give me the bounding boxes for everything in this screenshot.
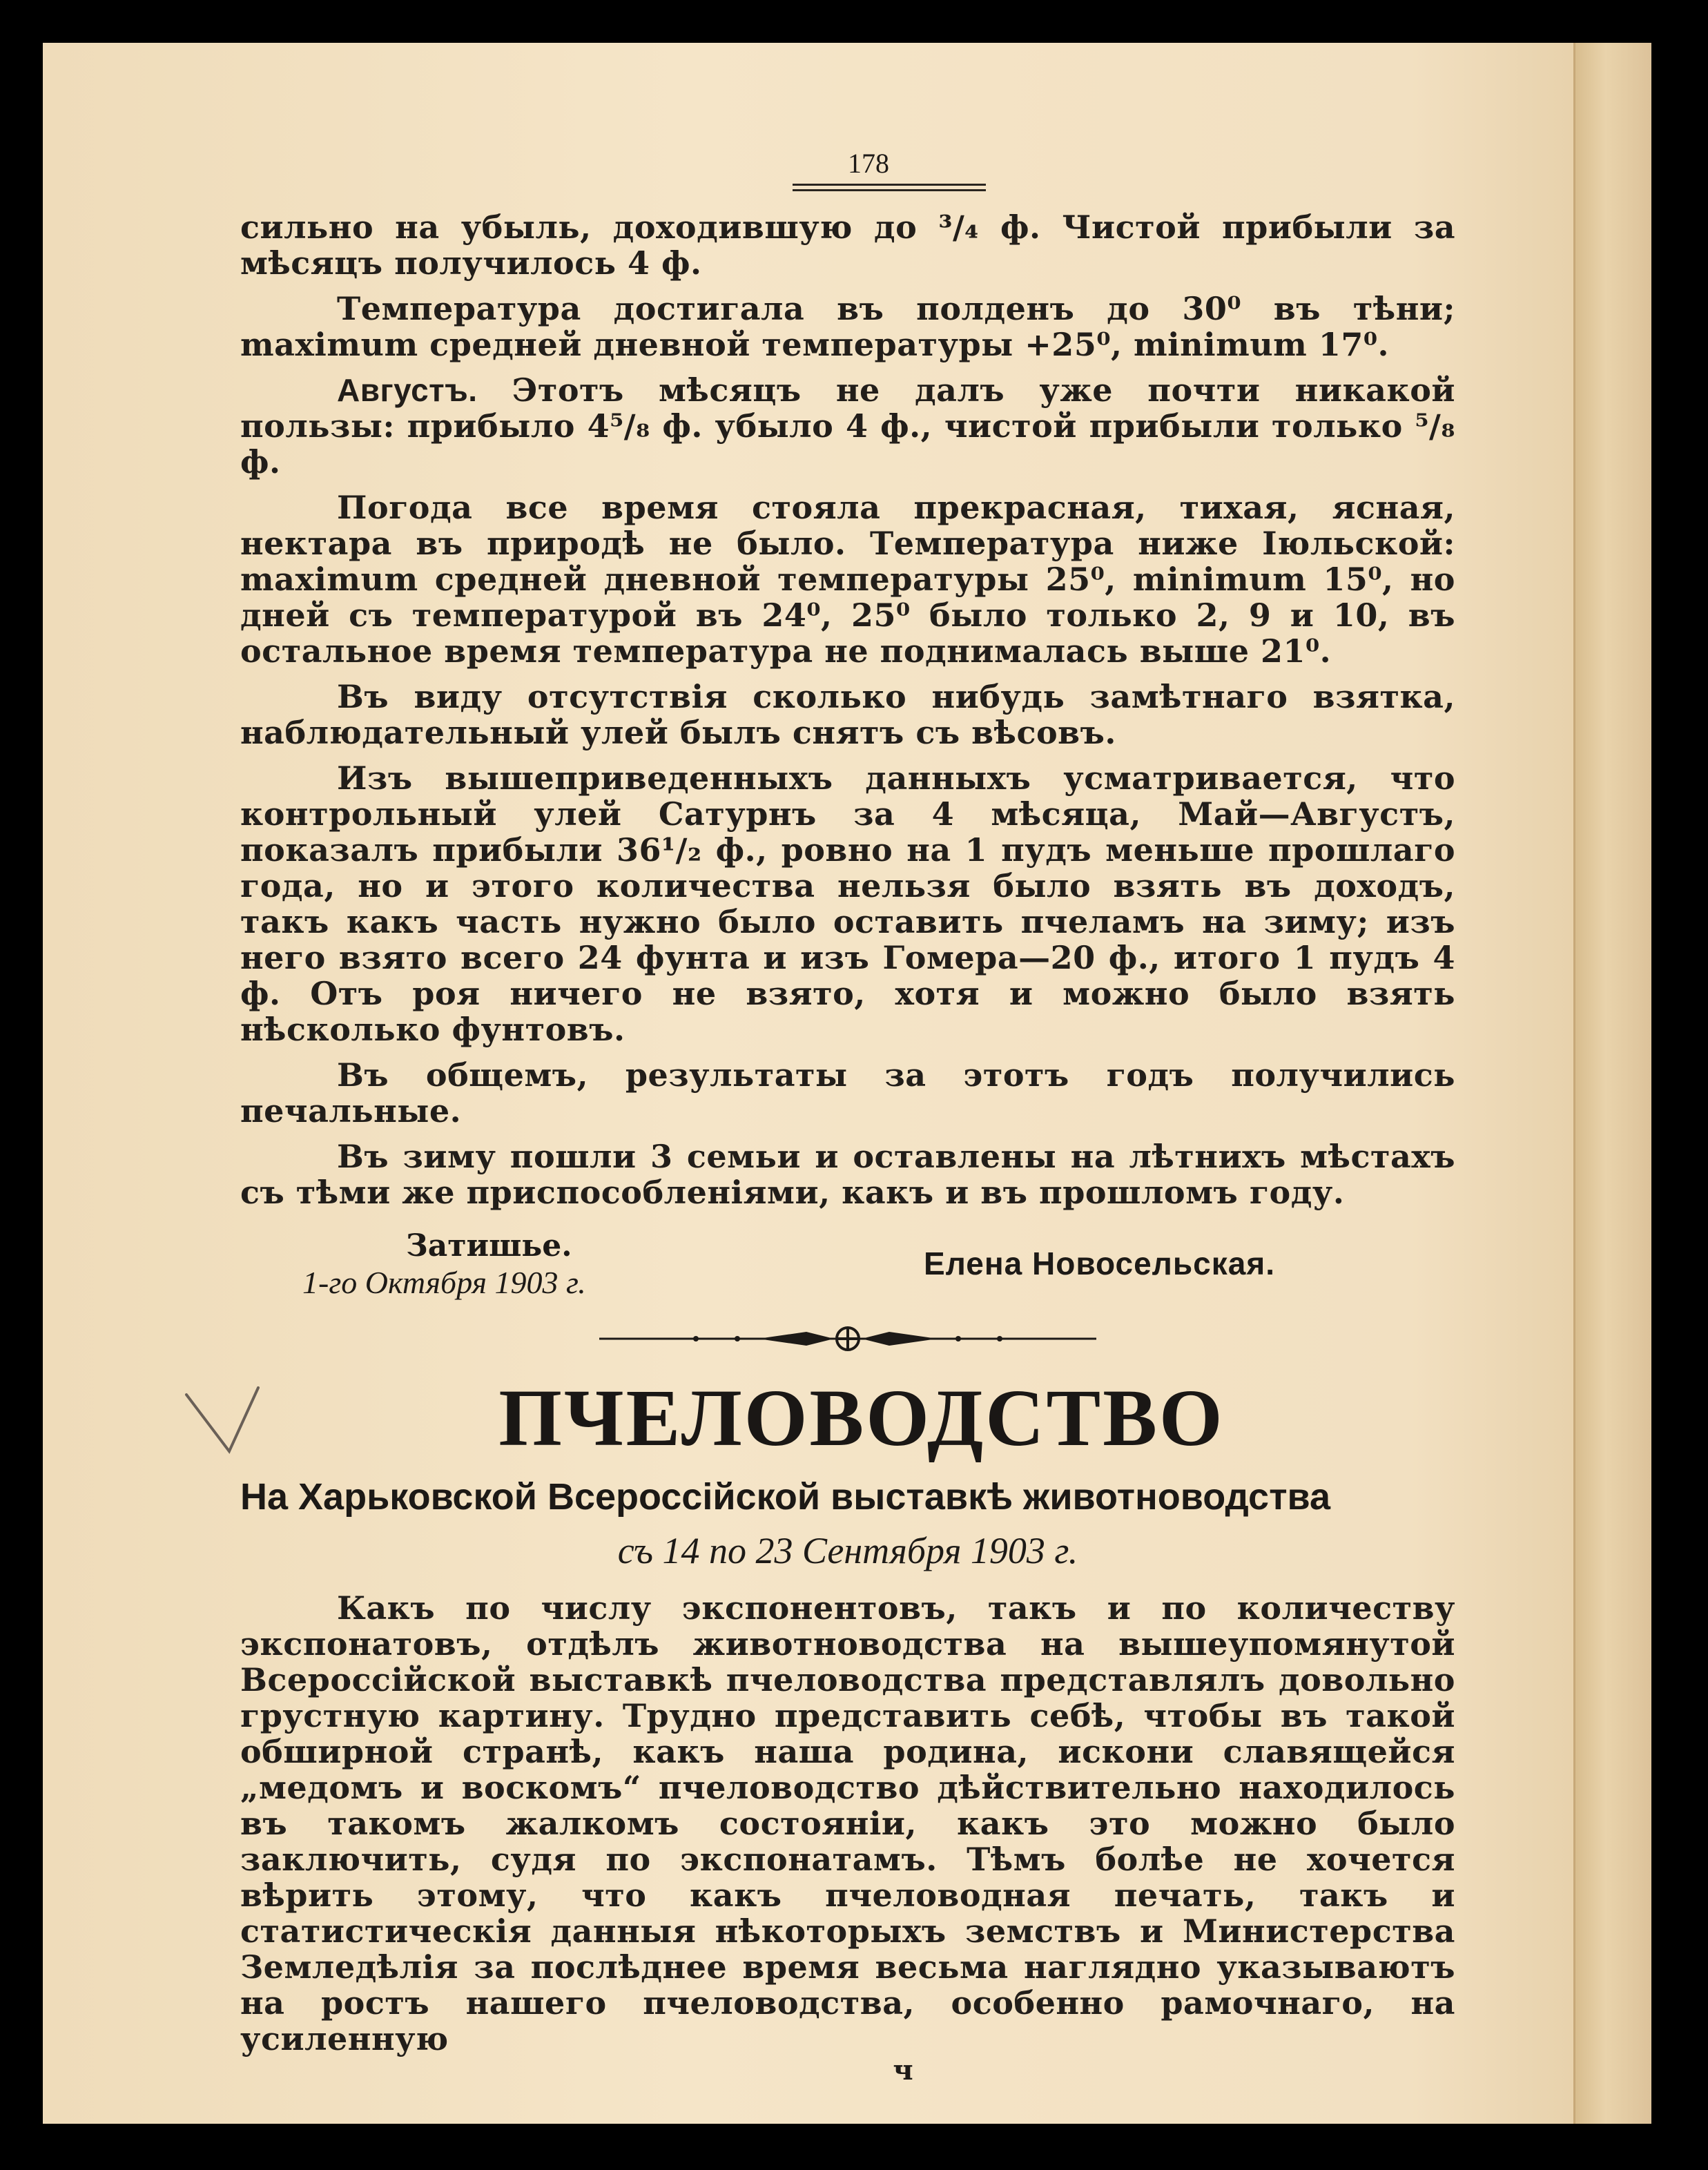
facing-page-edge	[1573, 43, 1651, 2124]
page-header	[282, 146, 1455, 191]
signature-author: Елена Новосельская.	[924, 1246, 1275, 1281]
paragraph: Погода все время стояла прекрасная, тихая, ясная, нектара въ природѣ не было. Температура ниже Іюльской: maximum средней дневной температуры 25⁰, minimum 15⁰, но дней съ температурой въ 24⁰, 25⁰ было только 2, 9 и 10, въ остальное время температура не поднималась выше 21⁰.	[240, 489, 1455, 670]
paragraph: Температура достигала въ полденъ до 30⁰ въ тѣни; maximum средней дневной температуры +25⁰, minimum 17⁰.	[240, 290, 1455, 363]
section-dates: съ 14 по 23 Сентября 1903 г.	[617, 1530, 1078, 1571]
paragraph: сильно на убыль, доходившую до ³/₄ ф. Чистой прибыли за мѣсяцъ получилось 4 ф.	[240, 209, 1455, 282]
paragraph: Въ зиму пошли 3 семьи и оставлены на лѣтнихъ мѣстахъ съ тѣми же приспособленіями, какъ и въ прошломъ году.	[240, 1138, 1455, 1211]
paragraph	[240, 372, 1455, 480]
month-heading: Августъ.	[337, 372, 478, 408]
paragraph: Изъ вышеприведенныхъ данныхъ усматривается, что контрольный улей Сатурнъ за 4 мѣсяца, Май—Августъ, показалъ прибыли 36¹/₂ ф., ровно на 1 пудъ меньше прошлаго года, но и этого количества нельзя было взять въ доходъ, такъ какъ часть нужно было оставить пчеламъ на зиму; изъ него взято всего 24 фунта и изъ Гомера—20 ф., итого 1 пудъ 4 ф. Отъ роя ничего не взято, хотя и можно было взять нѣсколько фунтовъ.	[240, 759, 1455, 1048]
paragraph: Въ виду отсутствія сколько нибудь замѣтнаго взятка, наблюдательный улей былъ снятъ съ вѣсовъ.	[240, 678, 1455, 751]
section-title: ПЧЕЛОВОДСТВО	[498, 1373, 1225, 1463]
page-content	[240, 146, 1455, 2084]
header-double-rule	[793, 184, 986, 191]
paragraph-text: Этотъ мѣсяцъ не далъ уже почти никакой пользы: прибыло 4⁵/₈ ф. убыло 4 ф., чистой прибыли только ⁵/₈ ф.	[240, 371, 1455, 481]
signature-place: Затишье.	[406, 1228, 572, 1263]
ornament-icon	[599, 1325, 1096, 1353]
signature-block	[240, 1228, 1455, 1311]
section-divider-ornament	[240, 1325, 1455, 1355]
section-subtitle: На Харьковской Всероссійской выставкѣ животноводства	[240, 1476, 1331, 1518]
paragraph: Въ общемъ, результаты за этотъ годъ получились печальные.	[240, 1056, 1455, 1130]
signature-date: 1-го Октября 1903 г.	[302, 1265, 586, 1300]
book-page	[43, 43, 1651, 2124]
paragraph: Какъ по числу экспонентовъ, такъ и по количеству экспонатовъ, отдѣлъ животноводства на вышеупомянутой Всероссійской выставкѣ пчеловодства представлялъ довольно грустную картину. Трудно представить себѣ, чтобы въ такой обширной странѣ, какъ наша родина, искони славящейся „медомъ и воскомъ“ пчеловодство дѣйствительно находилось въ такомъ жалкомъ состояніи, какъ это можно было заключить, судя по экспонатамъ. Тѣмъ болѣе не хочется вѣрить этому, что какъ пчеловодная печать, такъ и статистическія данныя нѣкоторыхъ земствъ и Министерства Земледѣлія за послѣднее время весьма наглядно указываютъ на ростъ нашего пчеловодства, особенно рамочнаго, на усиленную	[240, 1589, 1455, 2057]
catchword: ч	[893, 2054, 913, 2086]
page-number: 178	[848, 148, 889, 179]
